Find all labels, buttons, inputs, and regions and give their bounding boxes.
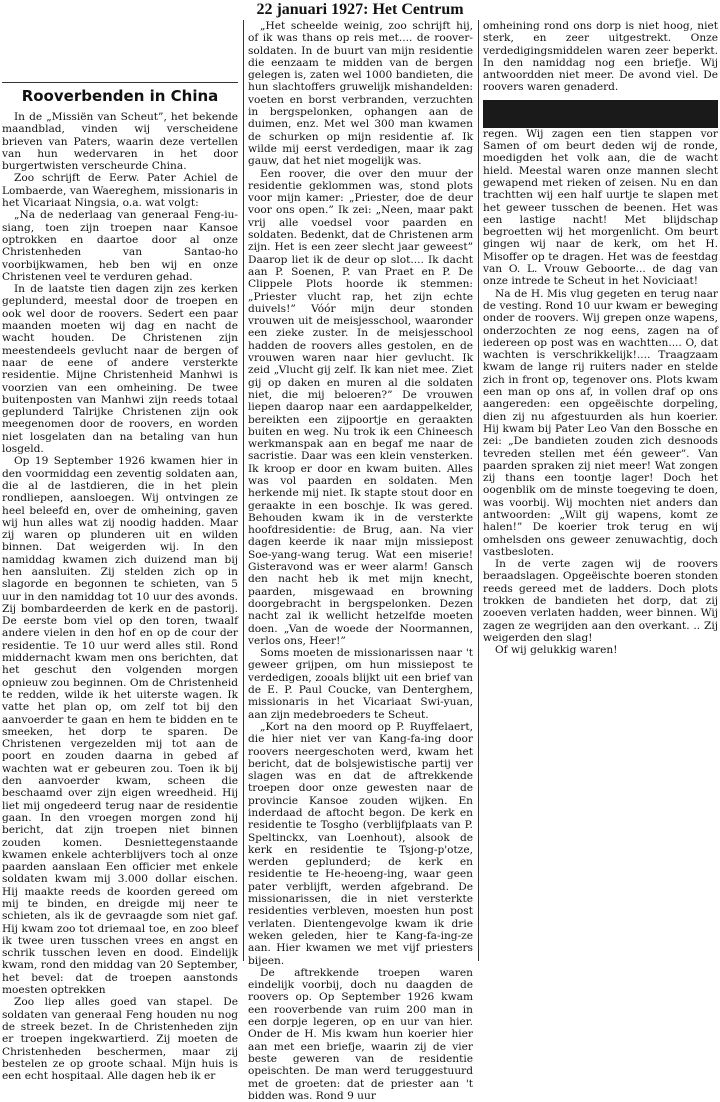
paragraph: Of wij gelukkig waren!: [495, 644, 618, 657]
paragraph: regen. Wij zagen een tien stappen vor Samen of om beurt deden wij de ronde, moedigden het volk aan, die de wacht hield. Meestal waren onze mannen slecht gewapend met rieken of zeisen. Nu en dan trachtten wij een half uurtje te slapen met het geweer tusschen de beenen. Het was een lastige nacht! Met blijdschap begroetten wij het morgenlicht. Om beurt gingen wij naar de kerk, om het H. Misoffer op te dragen. Het was de feestdag van O. L. Vrouw Geboorte... de dag van onze intrede te Scheut in het Noviciaat!: [483, 127, 718, 288]
paragraph: „Kort na den moord op P. Ruyffelaert, die hier niet ver van Kang-fa-ing door roovers neergeschoten werd, kwam het bericht, dat de bolsjewistische partij ver slagen was en dat de aftrekkende troepen door onze gewesten naar de provincie Kansoe zouden wijken. En inderdaad de aftocht begon. De kerk en residentie te Tosgho (verblijfplaats van P. Speltinckx, van Loenhout), alsook de kerk en residentie te Tsjong-p'otze, werden geplunderd; de kerk en residentie te He-heoeng-ing, waar geen pater verblijft, werden afgebrand. De missionarissen, die in niet versterkte residenties verbleven, moesten hun post verlaten. Dientengevolge kwam ik drie weken geleden, hier te Kang-fa-ing-ze aan. Hier kwamen we met vijf priesters bijeen.: [248, 720, 473, 967]
paragraph: omheining rond ons dorp is niet hoog, niet sterk, en zeer uitgestrekt. Onze verdedigingsmiddelen waren zeer beperkt. In den namiddag nog een briefje. Wij antwoordden niet meer. De avond viel. De roovers waren genaderd.: [483, 20, 718, 94]
column-2: [248, 20, 473, 1102]
column-1: [2, 20, 238, 1083]
column-divider: [478, 20, 479, 961]
paragraph: Zoo liep alles goed van stapel. De soldaten van generaal Feng houden nu nog de streek bezet. In de Christenheden zijn er troepen ingekwartierd. Zij moeten de Christenheden beschermen, maar zij bestelen ze op groote schaal. Mijn huis is een echt hospitaal. Alle dagen heb ik er: [2, 996, 238, 1083]
paragraph: Zoo schrijft de Eerw. Pater Achiel de Lombaerde, van Waereghem, missionaris in het Vicariaat Ningsia, o.a. wat volgt:: [2, 172, 238, 210]
newspaper-masthead: 22 januari 1927: Het Centrum: [256, 1, 464, 18]
paragraph: In de laatste tien dagen zijn zes kerken geplunderd, meestal door de troepen en ook wel door de roovers. Sedert een paar maanden moeten wij dag en nacht de wacht houden. De Christenen zijn meestendeels gevlucht naar de bergen of naar de eene of andere versterkte residentie. Mijne Christenheid Manhwi is voorzien van een omheining. De twee buitenposten van Manhwi zijn reeds totaal geplunderd Talrijke Christenen zijn ook meegenomen door de roovers, en worden niet losgelaten dan na betaling van hun losgeld.: [2, 283, 238, 456]
paragraph: Soms moeten de missionarissen naar 't geweer grijpen, om hun missiepost te verdedigen, zooals blijkt uit een brief van de E. P. Paul Coucke, van Denterghem, missionaris in het Vicariaat Swi-yuan, aan zijn medebroeders te Scheut.: [248, 647, 473, 721]
paragraph: Na de H. Mis vlug gegeten en terug naar de vesting. Rond 10 uur kwam er beweging onder de roovers. Wij grepen onze wapens, onderzochten ze nog eens, zagen na of iedereen op post was en wachtten.... O, dat wachten is verschrikkelijk!.... Traagzaam kwam de lange rij ruiters nader en stelde zich in front op, tegenover ons. Plots kwam een man op ons af, in vollen draf op ons aangereden: een opgeëischte dorpeling, dien zij nu afgestuurden als hun koerier. Hij kwam bij Pater Leo Van den Bossche en zei: „De bandieten zouden zich desnoods tevreden stellen met één geweer”. Van paarden spraken zij niet meer! Wat zongen zij thans een toontje lager! Doch het oogenblik om de minste toegeving te doen, was voorbij. Wij mochten niet anders dan antwoorden: „Wilt gij wapens, komt ze halen!” De koerier trok terug en wij omhelsden ons geweer zenuwachtig, doch vastbesloten.: [483, 287, 718, 558]
paragraph: In de „Missiën van Scheut”, het bekende maandblad, vinden wij verscheidene brieven van Paters, waarin deze vertellen van hun wedervaren in het door burgertwisten verscheurde China.: [2, 111, 238, 173]
censored-text-band: ten twee uur. Het was koud, toen mijn toewijding wind. Nu en dan een vlaagje: [483, 100, 718, 128]
article-title: Rooverbenden in China: [2, 82, 238, 105]
paragraph: De aftrekkende troepen waren eindelijk voorbij, doch nu daagden de roovers op. Op September 1926 kwam een rooverbende van ruim 200 man in een dorpje legeren, op en uur van hier. Onder de H. Mis kwam hun koerier hier aan met een briefje, waarin zij de vier beste geweren van de residentie opeischten. De man werd teruggestuurd met de groeten: dat de priester aan 't bidden was. Rond 9 uur: [248, 966, 473, 1102]
paragraph: Op 19 September 1926 kwamen hier in den voormiddag een zeventig soldaten aan, die al de lastdieren, die in het plein rondliepen, aansloegen. Wij ontvingen ze heel beleefd en, over de omheining, gaven wij hun alles wat zij noodig hadden. Maar zij waren op plunderen uit en wilden binnen. Dat weigerden wij. In den namiddag kwamen zich duizend man bij hen aansluiten. Zij stelden zich op in slagorde en begonnen te schieten, van 5 uur in den namiddag tot 10 uur des avonds. Zij bombardeerden de kerk en de pastorij. De eerste bom viel op den toren, twaalf andere vielen in den hof en op de cour der residentie. Te 10 uur werd alles stil. Rond middernacht kwam men ons berichten, dat het geschut den volgenden morgen opnieuw zou beginnen. Om de Christenheid te redden, wilde ik het uiterste wagen. Ik vatte het plan op, om zelf tot bij den aanvoerder te gaan en hem te bidden en te smeeken, het dorp te sparen. De Christenen vergezelden mij tot aan de poort en zouden daarna in gebed af wachten wat er gebeuren zou. Toen ik bij den aanvoerder kwam, scheen die beschaamd over zijn eigen wreedheid. Hij liet mij ongedeerd terug naar de residentie gaan. In den vroegen morgen zond hij bericht, dat zijn troepen niet binnen zouden komen. Desniettegenstaande kwamen enkele achterblijvers toch al onze paarden aanslaan Een officier met enkele soldaten kwam mij 3.000 dollar eischen. Hij maakte reeds de koorden gereed om mij te binden, en dreigde mij neer te schieten, als ik de gevraagde som niet gaf. Hij kwam zoo tot driemaal toe, en zoo bleef ik twee uren tusschen vrees en angst en schrik tusschen leven en dood. Eindelijk kwam, rond den middag van 20 September, het bevel: dat de troepen aanstonds moesten optrekken: [2, 455, 238, 997]
paragraph: „Het scheelde weinig, zoo schrijft hij, of ik was thans op reis met.... de roover-soldaten. In de buurt van mijn residentie die eenzaam te midden van de bergen gelegen is, zaten wel 1000 bandieten, die hun slachtoffers gruwelijk mishandelden: voeten en borst verbranden, verzuchten in bergspelonken, ophangen aan de duimen, enz. Met wel 300 man kwamen de schurken op mijn residentie af. Ik wilde mij eerst verdedigen, maar ik zag gauw, dat het niet mogelijk was.: [248, 20, 473, 168]
paragraph: Een roover, die over den muur der residentie geklommen was, stond plots voor mijn kamer: „Priester, doe de deur voor ons open.” Ik zei: „Neen, maar pakt vrij alle voedsel voor paarden en soldaten. Bedenkt, dat de Christenen arm zijn. Het is een zeer slecht jaar geweest” Daarop liet ik de deur op slot.... Ik dacht aan P. Soenen, P. van Praet en P. De Clippele Plots hoorde ik stemmen: „Priester vlucht rap, het zijn echte duivels!” Vóór mijn deur stonden vrouwen uit de meisjesschool, waaronder een zieke zuster. In de meisjesschool hadden de roovers alles gestolen, en de vrouwen waren naar hier gevlucht. Ik zeid „Vlucht gij zelf. Ik kan niet mee. Ziet gij op daken en muren al die soldaten niet, die mij beloeren?” De vrouwen liepen daarop naar een aardappelkelder, bereikten een zijpoortje en geraakten buiten en weg. Nu trok ik een Chineesch werkmanspak aan en begaf me naar de sacristie. Daar was een klein vensterken. Ik kroop er door en kwam buiten. Alles was vol paarden en soldaten. Men herkende mij niet. Ik stapte stout door en geraakte in een boschje. Ik was gered. Behouden kwam ik in de versterkte hoofdresidentie: de Brug, aan. Na vier dagen keerde ik naar mijn missiepost Soe-yang-wang terug. Wat een miserie! Gisteravond was er weer alarm! Gansch den nacht heb ik met mijn knecht, paarden, misgewaad en browning doorgebracht in bergspelonken. Dezen nacht zal ik wellicht hetzelfde moeten doen. „Van de woede der Noormannen, verlos ons, Heer!”: [248, 167, 473, 647]
paragraph: „Na de nederlaag van generaal Feng-iu-siang, toen zijn troepen naar Kansoe optrokken en daartoe door al onze Christenheden van Santao-ho voorbijkwamen, heb ben wij en onze Christenen veel te verduren gehad.: [2, 209, 238, 283]
paragraph: In de verte zagen wij de roovers beraadslagen. Opgeëischte boeren stonden reeds gereed met de ladders. Doch plots trokken de bandieten het dorp, dat zij zooeven verlaten hadden, weer binnen. Wij zagen ze wegrijden aan den overkant. .. Zij weigerden den slag!: [483, 558, 718, 644]
column-3: [483, 20, 718, 961]
column-divider: [243, 20, 244, 961]
